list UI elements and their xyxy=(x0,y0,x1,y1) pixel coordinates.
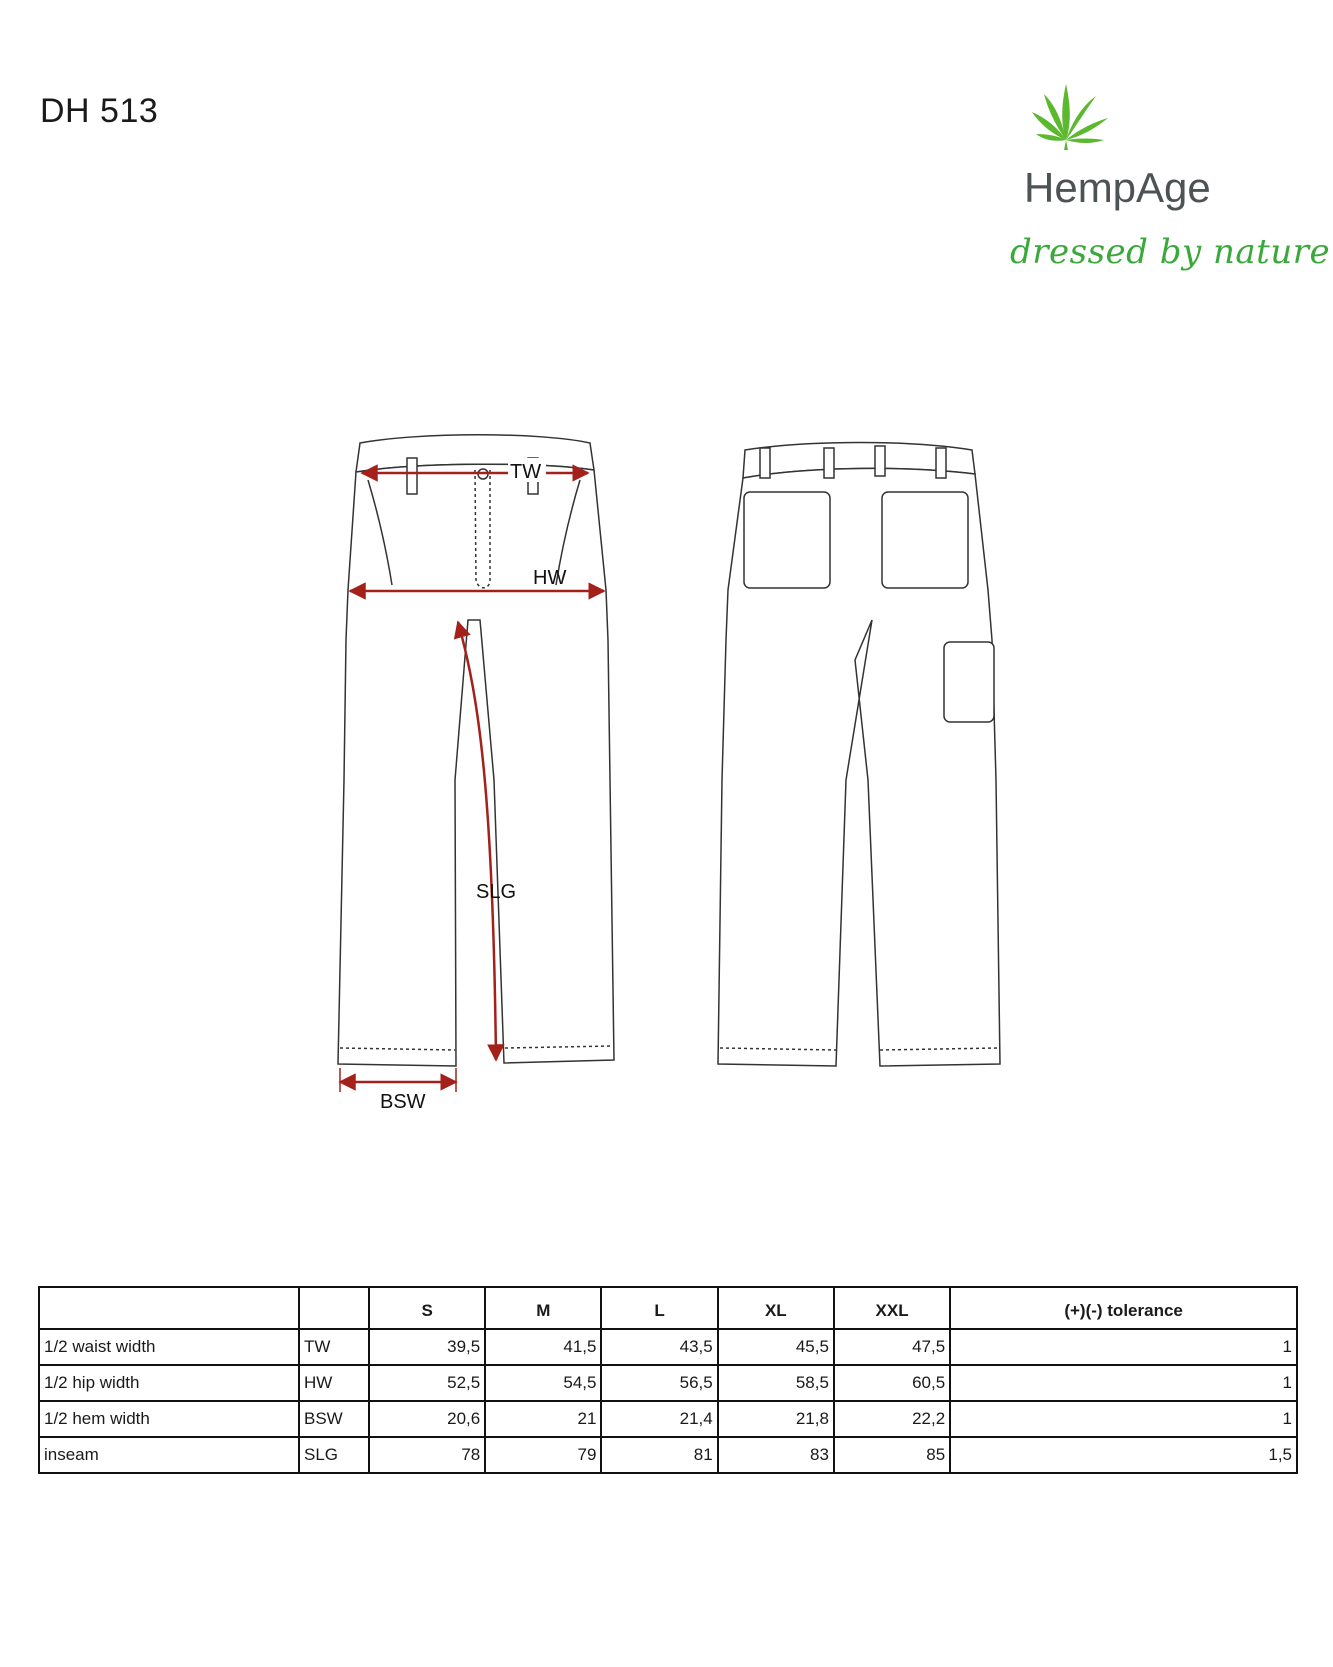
value-xxl: 47,5 xyxy=(834,1329,950,1365)
value-xl: 45,5 xyxy=(718,1329,834,1365)
value-s: 39,5 xyxy=(369,1329,485,1365)
header-tolerance: (+)(-) tolerance xyxy=(950,1287,1297,1329)
brand-name: HempAge xyxy=(1024,164,1211,211)
row-code: BSW xyxy=(299,1401,369,1437)
value-s: 20,6 xyxy=(369,1401,485,1437)
table-row xyxy=(39,1401,1297,1437)
value-s: 78 xyxy=(369,1437,485,1473)
back-belt-loop-4 xyxy=(936,448,946,478)
value-xl: 58,5 xyxy=(718,1365,834,1401)
tw-label: TW xyxy=(510,461,542,483)
value-tolerance: 1 xyxy=(950,1365,1297,1401)
value-l: 21,4 xyxy=(601,1401,717,1437)
value-tolerance: 1 xyxy=(950,1401,1297,1437)
row-name: 1/2 hem width xyxy=(39,1401,299,1437)
row-code: HW xyxy=(299,1365,369,1401)
row-name: 1/2 hip width xyxy=(39,1365,299,1401)
front-belt-loop-left xyxy=(407,458,417,494)
back-belt-loop-1 xyxy=(760,448,770,478)
back-belt-loop-2 xyxy=(824,448,834,478)
value-l: 56,5 xyxy=(601,1365,717,1401)
value-xxl: 85 xyxy=(834,1437,950,1473)
row-code: SLG xyxy=(299,1437,369,1473)
value-m: 79 xyxy=(485,1437,601,1473)
back-pocket-left xyxy=(744,492,830,588)
value-xxl: 22,2 xyxy=(834,1401,950,1437)
brand-tagline: dressed by nature xyxy=(1010,232,1331,272)
value-l: 43,5 xyxy=(601,1329,717,1365)
header-size-xxl: XXL xyxy=(834,1287,950,1329)
header-size-l: L xyxy=(601,1287,717,1329)
value-l: 81 xyxy=(601,1437,717,1473)
table-row xyxy=(39,1437,1297,1473)
hw-label: HW xyxy=(533,567,567,589)
value-m: 21 xyxy=(485,1401,601,1437)
back-belt-loop-3 xyxy=(875,446,885,476)
value-xxl: 60,5 xyxy=(834,1365,950,1401)
header-size-s: S xyxy=(369,1287,485,1329)
value-tolerance: 1 xyxy=(950,1329,1297,1365)
header-blank-name xyxy=(39,1287,299,1329)
header-size-xl: XL xyxy=(718,1287,834,1329)
value-tolerance: 1,5 xyxy=(950,1437,1297,1473)
back-pocket-right xyxy=(882,492,968,588)
size-table xyxy=(38,1286,1298,1474)
slg-label: SLG xyxy=(476,881,517,903)
row-code: TW xyxy=(299,1329,369,1365)
bsw-label: BSW xyxy=(380,1091,426,1113)
size-table-header xyxy=(39,1287,1297,1329)
back-view xyxy=(718,443,1000,1067)
row-name: 1/2 waist width xyxy=(39,1329,299,1365)
row-name: inseam xyxy=(39,1437,299,1473)
value-m: 54,5 xyxy=(485,1365,601,1401)
header-blank-code xyxy=(299,1287,369,1329)
value-m: 41,5 xyxy=(485,1329,601,1365)
table-row xyxy=(39,1365,1297,1401)
value-xl: 83 xyxy=(718,1437,834,1473)
header-size-m: M xyxy=(485,1287,601,1329)
value-s: 52,5 xyxy=(369,1365,485,1401)
product-code: DH 513 xyxy=(40,92,159,130)
value-xl: 21,8 xyxy=(718,1401,834,1437)
front-view xyxy=(338,435,614,1066)
back-side-pocket xyxy=(944,642,994,722)
table-row xyxy=(39,1329,1297,1365)
